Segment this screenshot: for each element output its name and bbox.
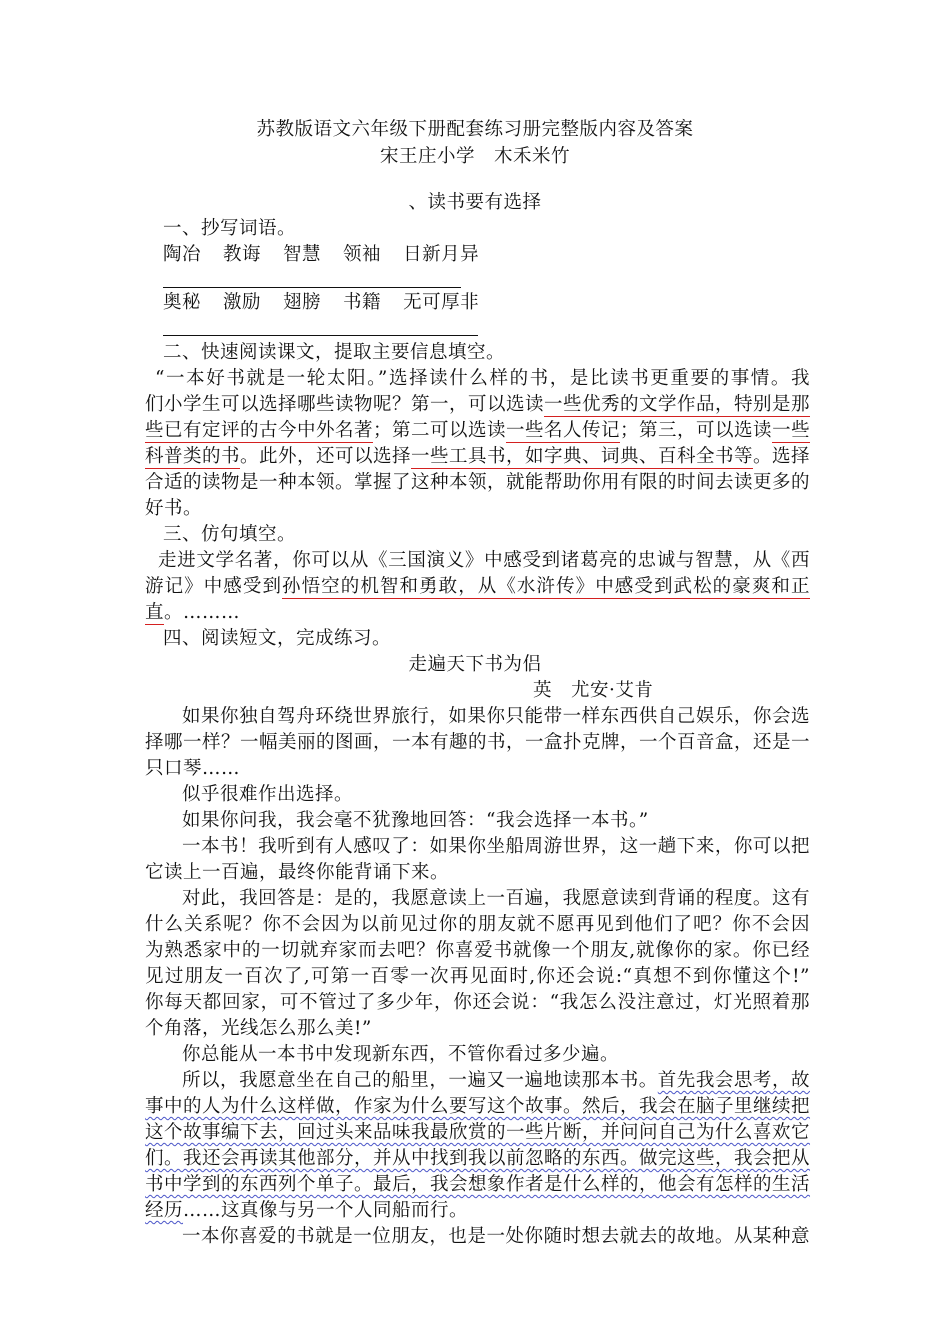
p7-text: ……这真像与另一个人同船而行。 (183, 1200, 469, 1221)
sec3-line-2 (145, 574, 810, 600)
sec3-line-1: 走进文学名著，你可以从《三国演义》中感受到诸葛亮的忠诚与智慧，从《西 (158, 550, 810, 571)
p7-line-3 (145, 1120, 810, 1146)
sec2-text: ；第三，可以选读 (620, 420, 773, 441)
p1-line-3: 只口琴…… (145, 758, 241, 779)
sec2-text: ；第二可以选读 (373, 420, 507, 441)
vocab-word: 日新月异 (403, 244, 480, 265)
answer-underline: 科普类的书 (145, 446, 241, 467)
p5-line-3: 为熟悉家中的一切就弃家而去吧？你喜爱书就像一个朋友,就像你的家。你已经 (145, 940, 810, 961)
p5-line-2: 什么关系呢？你不会因为以前见过你的朋友就不愿再见到他们了吧？你不会因 (145, 914, 810, 935)
vocab-word: 书籍 (343, 292, 382, 313)
p5-line-5: 你每天都回家，可不管过了多少年，你还会说：“我怎么没注意过，灯光照着那 (145, 992, 810, 1013)
sec2-text: 。此外，还可以选择 (240, 446, 412, 467)
answer-underline: 些已有定评的古今中外名著 (145, 420, 374, 441)
wavy-underline: 这个故事编下去，回过头来品味我最欣赏的一些片断，并问问自己为什么喜欢它 (145, 1122, 811, 1143)
answer-underline: 一些名人传记 (506, 420, 621, 441)
answer-underline: 一些工具书，如字典、词典、百科全书等 (411, 446, 754, 467)
p5-line-6: 个角落，光线怎么那么美!” (145, 1018, 372, 1039)
document-title: 苏教版语文六年级下册配套练习册完整版内容及答案 (256, 119, 694, 140)
p7-line-2 (145, 1094, 810, 1120)
section-3-heading: 三、仿句填空。 (163, 524, 297, 545)
sec2-line-1: “一本好书就是一轮太阳。”选择读什么样的书，是比读书更重要的事情。我 (155, 368, 810, 389)
vocab-row-1 (163, 242, 501, 268)
section-2-heading: 二、快速阅读课文，提取主要信息填空。 (163, 342, 506, 363)
p1-line-2: 择哪一样？一幅美丽的图画，一本有趣的书，一盒扑克牌，一个百音盒，还是一 (145, 732, 811, 753)
vocab-word: 智慧 (283, 244, 322, 265)
section-1-heading: 一、抄写词语。 (163, 218, 297, 239)
vocab-word: 领袖 (343, 244, 382, 265)
wavy-underline: 们。我还会再读其他部分，并从中找到我以前忽略的东西。做完这些，我会把从 (145, 1148, 811, 1169)
vocab-word: 奥秘 (163, 292, 202, 313)
p5-line-4: 见过朋友一百次了,可第一百零一次再见面时,你还会说:“真想不到你懂这个!” (145, 966, 810, 987)
vocab-word: 翅膀 (283, 292, 322, 313)
p1-line-1: 如果你独自驾舟环绕世界旅行，如果你只能带一样东西供自己娱乐，你会选 (182, 706, 810, 727)
sec2-line-5: 合适的读物是一种本领。掌握了这种本领，就能帮助你用有限的时间去读更多的 (145, 472, 811, 493)
lesson-title: 、读书要有选择 (408, 192, 542, 213)
answer-underline: 直 (145, 602, 165, 623)
vocab-word: 陶冶 (163, 244, 202, 265)
vocab-word: 无可厚非 (403, 292, 480, 313)
sec2-text: 们小学生可以选择哪些读物呢？第一，可以选读 (145, 394, 545, 415)
sec3-text: 。……… (164, 602, 241, 623)
vocab-word: 教诲 (223, 244, 262, 265)
story-title: 走遍天下书为侣 (408, 654, 542, 675)
answer-underline: 孙悟空的机智和勇敢，从《水浒传》中感受到武松的豪爽和正 (282, 576, 810, 597)
p8-line-1: 一本你喜爱的书就是一位朋友，也是一处你随时想去就去的故地。从某种意 (182, 1226, 810, 1247)
answer-underline: 一些 (772, 420, 811, 441)
sec2-line-4 (145, 444, 810, 470)
sec3-line-3 (145, 600, 810, 626)
writing-line-1 (163, 287, 461, 288)
vocab-row-2 (163, 290, 501, 316)
sec2-line-3 (145, 418, 810, 444)
wavy-underline: 首先我会思考，故 (657, 1070, 810, 1091)
p7-line-5 (145, 1172, 810, 1198)
p4-line-1: 一本书！我听到有人感叹了：如果你坐船周游世界，这一趟下来，你可以把 (182, 836, 810, 857)
p2-line: 似乎很难作出选择。 (182, 784, 354, 805)
p4-line-2: 它读上一百遍，最终你能背诵下来。 (145, 862, 450, 883)
vocab-word: 激励 (223, 292, 262, 313)
p7-line-4 (145, 1146, 810, 1172)
wavy-underline: 经历 (145, 1200, 184, 1221)
p7-line-1 (182, 1068, 810, 1094)
p5-line-1: 对此，我回答是：是的，我愿意读上一百遍，我愿意读到背诵的程度。这有 (182, 888, 810, 909)
p6-line: 你总能从一本书中发现新东西，不管你看过多少遍。 (182, 1044, 620, 1065)
sec2-line-2 (145, 392, 810, 418)
wavy-underline: 事中的人为什么这样做，作家为什么要写这个故事。然后，我会在脑子里继续把 (145, 1096, 811, 1117)
sec2-line-6: 好书。 (145, 498, 203, 519)
p7-line-6 (145, 1198, 810, 1224)
section-4-heading: 四、阅读短文，完成练习。 (163, 628, 392, 649)
wavy-underline: 书中学到的东西列个单子。最后，我会想象作者是什么样的，他会有怎样的生活 (145, 1174, 811, 1195)
answer-underline: 一些优秀的文学作品，特别是那 (544, 394, 811, 415)
sec2-text: 。选择 (753, 446, 811, 467)
sec3-text: 游记》中感受到 (145, 576, 283, 597)
p3-line: 如果你问我，我会毫不犹豫地回答：“我会选择一本书。” (182, 810, 649, 831)
p7-text: 所以，我愿意坐在自己的船里，一遍又一遍地读那本书。 (182, 1070, 658, 1091)
writing-line-2 (163, 335, 478, 336)
story-author: 英 尤安·艾肯 (533, 680, 654, 701)
document-subtitle: 宋王庄小学 木禾米竹 (379, 146, 570, 167)
